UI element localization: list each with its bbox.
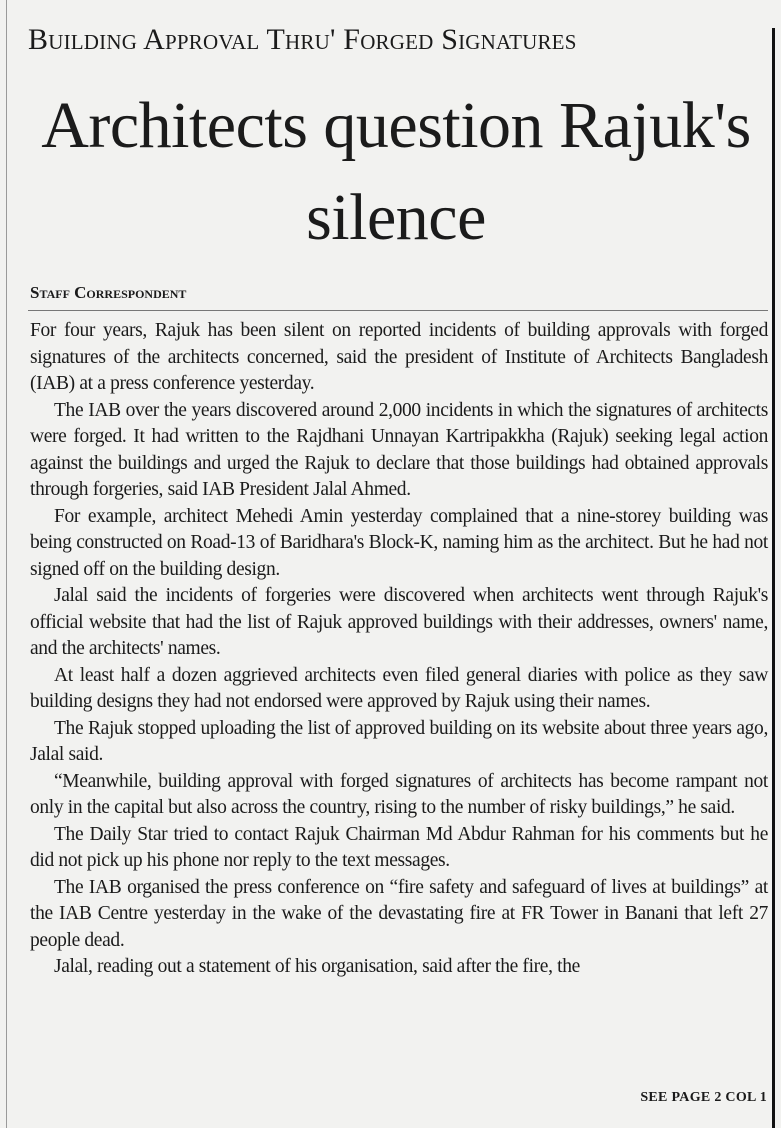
paragraph: The Daily Star tried to contact Rajuk Chairman Md Abdur Rahman for his comments but he did not pick up his phone nor reply to the text messages.: [30, 823, 768, 871]
byline: Staff Correspondent: [30, 283, 187, 302]
byline-divider: [28, 310, 768, 311]
left-column-rule: [6, 0, 7, 1128]
paragraph: For four years, Rajuk has been silent on reported incidents of building approvals with forged signatures of the architects concerned, said the president of Institute of Architects Bangladesh (IAB) at a press conference yesterday.: [30, 320, 768, 394]
article-headline: Architects question Rajuk's silence: [41, 89, 751, 254]
paragraph: At least half a dozen aggrieved architects even filed general diaries with police as they saw building designs they had not endorsed were approved by Rajuk using their names.: [30, 664, 768, 712]
paragraph: “Meanwhile, building approval with forged signatures of architects has become rampant not only in the capital but also across the country, rising to the number of risky buildings,” he said.: [30, 770, 768, 818]
paragraph: For example, architect Mehedi Amin yesterday complained that a nine-storey building was being constructed on Road-13 of Baridhara's Block-K, naming him as the architect. But he had not signed off on the building design.: [30, 505, 768, 580]
continuation-jump: SEE PAGE 2 COL 1: [640, 1090, 767, 1105]
paragraph: Jalal said the incidents of forgeries were discovered when architects went through Rajuk's official website that had the list of Rajuk approved buildings with their addresses, owners' name, and the architects' names.: [30, 585, 768, 659]
paragraph: The IAB organised the press conference on “fire safety and safeguard of lives at buildings” at the IAB Centre yesterday in the wake of the devastating fire at FR Tower in Banani that left 27 people dead.: [30, 876, 768, 951]
paragraph: Jalal, reading out a statement of his organisation, said after the fire, the: [54, 956, 580, 977]
paragraph: The Rajuk stopped uploading the list of approved building on its website about three years ago, Jalal said.: [30, 717, 768, 765]
right-column-rule: [772, 28, 775, 1128]
paragraph: The IAB over the years discovered around 2,000 incidents in which the signatures of architects were forged. It had written to the Rajdhani Unnayan Kartripakkha (Rajuk) seeking legal action against the buildings and urged the Rajuk to declare that those buildings had obtained approvals through forgeries, said IAB President Jalal Ahmed.: [30, 399, 768, 500]
article-body: [30, 318, 768, 981]
kicker-headline: Building Approval Thru' Forged Signatures: [28, 23, 577, 56]
